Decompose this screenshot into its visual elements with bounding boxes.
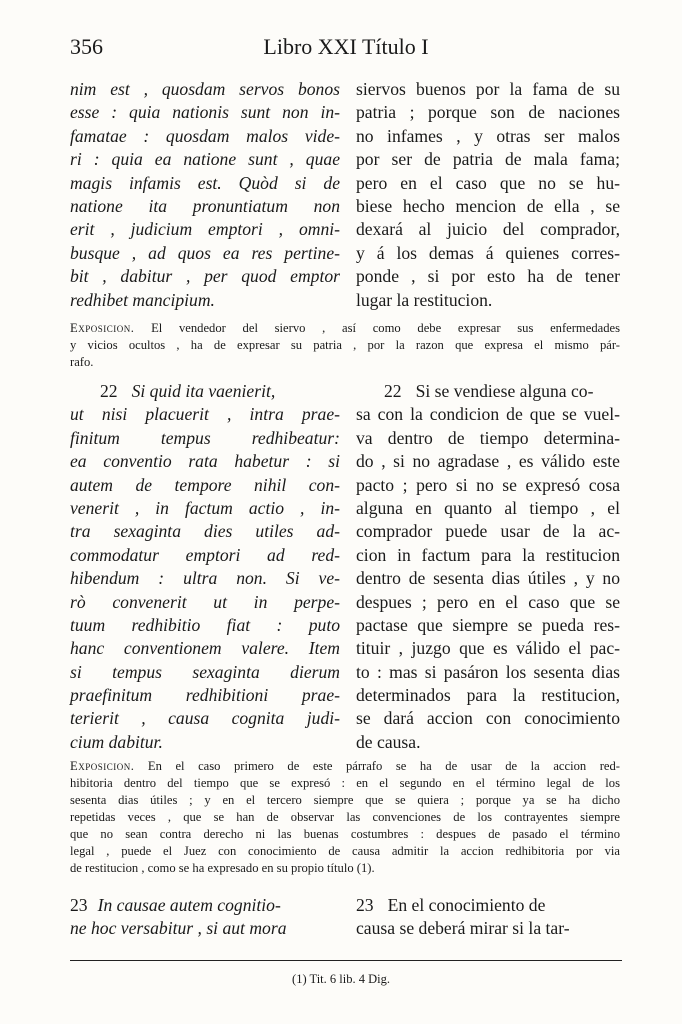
text-line: rò convenerit ut in perpe- — [70, 591, 340, 612]
latin-column-section-3 — [70, 894, 340, 941]
text-line: esse : quia nationis sunt non in- — [70, 102, 340, 123]
text-line: tra sexaginta dies utiles ad- — [70, 521, 340, 542]
text-line: pero en el caso que no se hu- — [356, 172, 620, 193]
text-line: sa con la condicion de que se vuel- — [356, 404, 620, 425]
footnote-divider — [70, 960, 622, 961]
text-line: dentro de sesenta dias útiles , y no — [356, 568, 620, 589]
exposition-line: hibitoria dentro del tiempo que se expresó : en el segundo en el término legal de los — [70, 776, 620, 790]
text-line: natione ita pronuntiatum non — [70, 195, 340, 216]
text-line: determinados para la restitucion, — [356, 685, 620, 706]
text-line: hibendum : ultra non. Si ve- — [70, 568, 340, 589]
page-header — [70, 34, 622, 66]
text-line: y á los demas á quienes corres- — [356, 242, 620, 263]
text-line-content: Si quid ita vaenierit, — [131, 381, 276, 401]
text-line: lugar la restitucion. — [356, 289, 493, 310]
text-line: redhibet mancipium. — [70, 289, 215, 310]
text-line: causa se deberá mirar si la tar- — [356, 918, 570, 939]
text-line: praefinitum redhibitioni prae- — [70, 685, 340, 706]
text-line: commodatur emptori ad red- — [70, 544, 340, 565]
text-line: alguna en quanto al tiempo , el — [356, 497, 620, 518]
text-line: siervos buenos por la fama de su — [356, 79, 620, 99]
text-line-content: Si se vendiese alguna co- — [415, 381, 594, 401]
exposition-text: En el caso primero de este párrafo se ha de usar de la accion red- — [147, 759, 620, 773]
text-line: si tempus sexaginta dierum — [70, 661, 340, 682]
exposition-line — [70, 320, 620, 337]
text-line: tuum redhibitio fiat : puto — [70, 614, 340, 635]
paragraph-number: 23 — [70, 895, 88, 915]
exposition-line: sesenta dias útiles ; y en el tercero siempre que se quiera ; porque ya se ha dicho — [70, 793, 620, 807]
text-line: tituir , juzgo que es válido el pac- — [356, 638, 620, 659]
text-line: erit , judicium emptori , omni- — [70, 219, 340, 240]
text-line: magis infamis est. Quòd si de — [70, 172, 340, 193]
text-line-content: En el conocimiento de — [387, 895, 546, 915]
text-line: cion in factum para la restitucion — [356, 544, 620, 565]
paragraph-number: 23 — [356, 895, 374, 915]
exposition-line: legal , puede el Juez con conocimiento de causa admitir la accion redhibitoria por via — [70, 844, 620, 858]
text-line: hanc conventionem valere. Item — [70, 638, 340, 659]
text-line: autem de tempore nihil con- — [70, 474, 340, 495]
exposition-line: rafo. — [70, 355, 94, 369]
text-line: pacto ; pero si no se expresó cosa — [356, 474, 620, 495]
text-line: busque , ad quos ea res pertine- — [70, 242, 340, 263]
text-line: dexará al juicio del comprador, — [356, 219, 620, 240]
latin-column-section-1 — [70, 78, 340, 312]
text-line: comprador puede usar de la ac- — [356, 521, 620, 542]
text-line: va dentro de tiempo determina- — [356, 427, 620, 448]
text-line: terierit , causa cognita judi- — [70, 708, 340, 729]
text-line — [70, 380, 340, 403]
text-line — [70, 894, 340, 917]
text-line: to : mas si pasáron los sesenta dias — [356, 661, 620, 682]
text-line — [356, 380, 620, 403]
latin-column-section-2 — [70, 380, 340, 754]
exposition-line: y vicios ocultos , ha de expresar su patria , por la razon que expresa el mismo pár- — [70, 338, 620, 352]
text-line: ponde , si por esto ha de tener — [356, 266, 620, 287]
text-line: no infames , y otras ser malos — [356, 125, 620, 146]
text-line: famatae : quosdam malos vide- — [70, 125, 340, 146]
footnote: (1) Tit. 6 lib. 4 Dig. — [292, 972, 390, 986]
exposition-text: El vendedor del siervo , así como debe expresar sus enfermedades — [151, 321, 620, 335]
running-title: Libro XXI Título I — [263, 34, 429, 59]
exposition-label: Exposicion. — [70, 759, 135, 773]
text-line: finitum tempus redhibeatur: — [70, 427, 340, 448]
exposition-line: que no sean contra derecho ni las buenas costumbres : despues de pasado el término — [70, 827, 620, 841]
spanish-column-section-3 — [356, 894, 620, 941]
paragraph-number: 22 — [100, 381, 118, 401]
text-line: por ser de patria de mala fama; — [356, 149, 620, 170]
page-number: 356 — [70, 34, 103, 59]
text-line: ut nisi placuerit , intra prae- — [70, 404, 340, 425]
spanish-column-section-2 — [356, 380, 620, 754]
exposition-label: Exposicion. — [70, 321, 135, 335]
text-line — [356, 894, 620, 917]
text-line: ea conventio rata habetur : si — [70, 451, 340, 472]
exposition-line: de restitucion , como se ha expresado en su propio título (1). — [70, 861, 375, 875]
text-line: patria ; porque son de naciones — [356, 102, 620, 123]
text-line: bit , dabitur , per quod emptor — [70, 266, 340, 287]
text-line: despues ; pero en el caso que se — [356, 591, 620, 612]
text-line: ri : quia ea natione sunt , quae — [70, 149, 340, 170]
text-line: ne hoc versabitur , si aut mora — [70, 918, 287, 939]
text-line: do , si no agradase , es válido este — [356, 451, 620, 472]
spanish-column-section-1 — [356, 78, 620, 312]
exposition-section-2 — [70, 758, 620, 877]
text-line: biese hecho mencion de ella , se — [356, 195, 620, 216]
text-line-content: In causae autem cognitio- — [97, 895, 281, 915]
exposition-section-1 — [70, 320, 620, 371]
text-line: se dará accion con conocimiento — [356, 708, 620, 729]
paragraph-number: 22 — [384, 381, 402, 401]
text-line: de causa. — [356, 731, 421, 752]
text-line: pactase que siempre se pueda res- — [356, 614, 620, 635]
exposition-line — [70, 758, 620, 775]
text-line: cium dabitur. — [70, 731, 163, 752]
text-line: venerit , in factum actio , in- — [70, 497, 340, 518]
exposition-line: repetidas veces , que se han de observar las convenciones de los contrayentes siempre — [70, 810, 620, 824]
text-line: nim est , quosdam servos bonos — [70, 79, 340, 99]
